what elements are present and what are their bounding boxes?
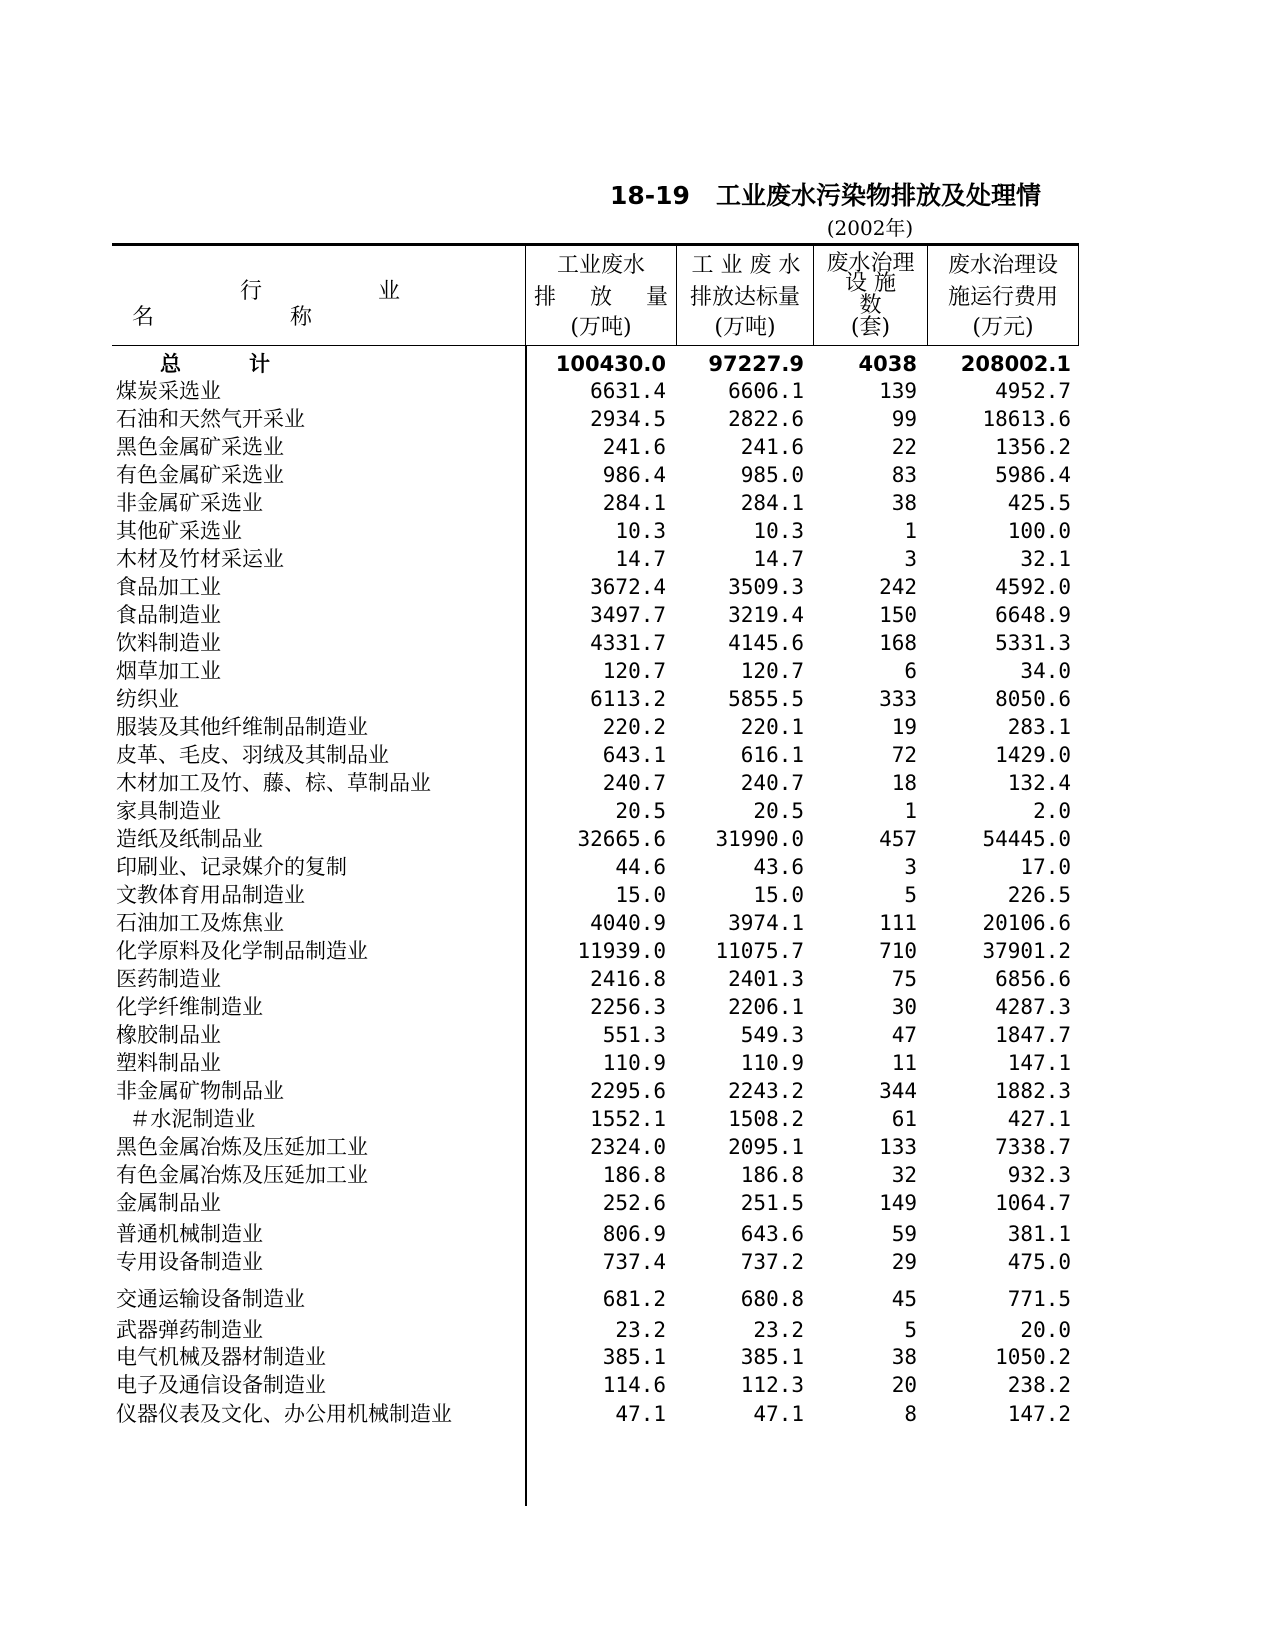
facilities-count: 3	[904, 547, 917, 571]
table-row	[112, 853, 1079, 881]
table-row	[112, 1189, 1079, 1217]
compliant-value: 2095.1	[728, 1135, 804, 1159]
table-row	[112, 741, 1079, 769]
table-row	[112, 825, 1079, 853]
header-facilities-l2: 设 施	[845, 271, 896, 296]
header-discharge-l2: 排 放 量	[534, 285, 668, 310]
table-year: (2002年)	[826, 216, 914, 240]
operating-cost-value: 147.1	[1007, 1051, 1071, 1075]
compliant-value: 2206.1	[728, 995, 804, 1019]
table-row	[112, 1049, 1079, 1077]
table-row	[112, 545, 1079, 573]
operating-cost-value: 425.5	[1007, 491, 1071, 515]
discharge-value: 186.8	[602, 1163, 666, 1187]
discharge-value: 2934.5	[590, 407, 666, 431]
table-row	[112, 629, 1079, 657]
operating-cost-value: 4287.3	[995, 995, 1071, 1019]
operating-cost-value: 1429.0	[995, 743, 1071, 767]
industry-name: 食品制造业	[116, 603, 221, 627]
industry-name: 非金属矿物制品业	[116, 1079, 284, 1103]
compliant-value: 385.1	[740, 1345, 804, 1369]
discharge-value: 114.6	[602, 1373, 666, 1397]
facilities-count: 710	[879, 939, 917, 963]
industry-name: 金属制品业	[116, 1191, 221, 1215]
table-row	[112, 517, 1079, 545]
table-row	[112, 657, 1079, 685]
table-row	[112, 685, 1079, 713]
operating-cost-value: 427.1	[1007, 1107, 1071, 1131]
operating-cost-value: 771.5	[1007, 1287, 1071, 1311]
industry-name: ＃水泥制造业	[116, 1107, 256, 1131]
facilities-count: 29	[891, 1250, 917, 1274]
industry-name: 其他矿采选业	[116, 519, 242, 543]
industry-name: 化学原料及化学制品制造业	[116, 939, 368, 963]
operating-cost-value: 4952.7	[995, 379, 1071, 403]
industry-name: 电子及通信设备制造业	[116, 1373, 326, 1397]
compliant-value: 549.3	[740, 1023, 804, 1047]
operating-cost-value: 381.1	[1007, 1222, 1071, 1246]
header-compliant	[676, 246, 813, 346]
industry-name: 饮料制造业	[116, 631, 221, 655]
industry-name: 食品加工业	[116, 575, 221, 599]
facilities-count: 38	[891, 1345, 917, 1369]
operating-cost-value: 475.0	[1007, 1250, 1071, 1274]
discharge-value: 2324.0	[590, 1135, 666, 1159]
table-row	[112, 713, 1079, 741]
facilities-count: 83	[891, 463, 917, 487]
table-row	[112, 1133, 1079, 1161]
header-discharge-l3: (万吨)	[570, 315, 632, 340]
discharge-value: 284.1	[602, 491, 666, 515]
compliant-value: 23.2	[753, 1318, 804, 1342]
facilities-count: 1	[904, 519, 917, 543]
facilities-count: 168	[879, 631, 917, 655]
compliant-value: 10.3	[753, 519, 804, 543]
industry-name: 皮革、毛皮、羽绒及其制品业	[116, 743, 389, 767]
header-compliant-l1: 工 业 废 水	[691, 253, 801, 278]
facilities-count: 19	[891, 715, 917, 739]
facilities-count: 6	[904, 659, 917, 683]
operating-cost-value: 1882.3	[995, 1079, 1071, 1103]
facilities-count: 72	[891, 743, 917, 767]
facilities-count: 32	[891, 1163, 917, 1187]
operating-cost-value: 226.5	[1007, 883, 1071, 907]
industry-name: 石油加工及炼焦业	[116, 911, 284, 935]
discharge-value: 1552.1	[590, 1107, 666, 1131]
facilities-count: 344	[879, 1079, 917, 1103]
compliant-value: 2822.6	[728, 407, 804, 431]
operating-cost-value: 34.0	[1020, 659, 1071, 683]
table-title-text: 工业废水污染物排放及处理情	[715, 181, 1041, 210]
operating-cost-value: 932.3	[1007, 1163, 1071, 1187]
table-row	[112, 377, 1079, 405]
facilities-count: 133	[879, 1135, 917, 1159]
compliant-value: 15.0	[753, 883, 804, 907]
compliant-value: 3974.1	[728, 911, 804, 935]
operating-cost-value: 17.0	[1020, 855, 1071, 879]
industry-name: 木材加工及竹、藤、棕、草制品业	[116, 771, 431, 795]
compliant-value: 11075.7	[715, 939, 804, 963]
operating-cost-value: 1847.7	[995, 1023, 1071, 1047]
header-name-line2: 名称	[132, 305, 312, 330]
industry-name: 总计	[160, 351, 270, 376]
header-cost-l1: 废水治理设	[947, 253, 1058, 278]
facilities-count: 150	[879, 603, 917, 627]
table-row	[112, 909, 1079, 937]
facilities-count: 11	[891, 1051, 917, 1075]
facilities-count: 20	[891, 1373, 917, 1397]
discharge-value: 240.7	[602, 771, 666, 795]
discharge-value: 32665.6	[577, 827, 666, 851]
industry-name: 电气机械及器材制造业	[116, 1345, 326, 1369]
table-title	[610, 176, 1080, 216]
compliant-value: 737.2	[740, 1250, 804, 1274]
operating-cost-value: 1064.7	[995, 1191, 1071, 1215]
operating-cost-value: 37901.2	[982, 939, 1071, 963]
discharge-value: 2295.6	[590, 1079, 666, 1103]
header-facilities-l3: 数	[859, 293, 882, 318]
discharge-value: 737.4	[602, 1250, 666, 1274]
facilities-count: 139	[879, 379, 917, 403]
industry-name: 造纸及纸制品业	[116, 827, 263, 851]
industry-name: 普通机械制造业	[116, 1222, 263, 1246]
discharge-value: 10.3	[615, 519, 666, 543]
industry-name: 仪器仪表及文化、办公用机械制造业	[116, 1402, 452, 1426]
operating-cost-value: 4592.0	[995, 575, 1071, 599]
table-row	[112, 489, 1079, 517]
table-row	[112, 1248, 1079, 1276]
compliant-value: 3509.3	[728, 575, 804, 599]
compliant-value: 643.6	[740, 1222, 804, 1246]
industry-name: 黑色金属冶炼及压延加工业	[116, 1135, 368, 1159]
table-row	[112, 937, 1079, 965]
compliant-value: 4145.6	[728, 631, 804, 655]
facilities-count: 5	[904, 1318, 917, 1342]
industry-name: 武器弹药制造业	[116, 1318, 263, 1342]
industry-name: 家具制造业	[116, 799, 221, 823]
compliant-value: 1508.2	[728, 1107, 804, 1131]
compliant-value: 20.5	[753, 799, 804, 823]
compliant-value: 985.0	[740, 463, 804, 487]
compliant-value: 47.1	[753, 1402, 804, 1426]
facilities-count: 333	[879, 687, 917, 711]
facilities-count: 3	[904, 855, 917, 879]
industry-name: 有色金属矿采选业	[116, 463, 284, 487]
table-row	[112, 601, 1079, 629]
header-compliant-l2: 排放达标量	[689, 285, 800, 310]
compliant-value: 2401.3	[728, 967, 804, 991]
compliant-value: 97227.9	[708, 352, 804, 376]
table-row	[112, 797, 1079, 825]
header-name-line1: 行业	[240, 279, 400, 304]
compliant-value: 6606.1	[728, 379, 804, 403]
facilities-count: 5	[904, 883, 917, 907]
facilities-count: 149	[879, 1191, 917, 1215]
discharge-value: 11939.0	[577, 939, 666, 963]
compliant-value: 241.6	[740, 435, 804, 459]
operating-cost-value: 20.0	[1020, 1318, 1071, 1342]
facilities-count: 38	[891, 491, 917, 515]
header-compliant-l3: (万吨)	[714, 315, 776, 340]
table-row	[112, 993, 1079, 1021]
discharge-value: 44.6	[615, 855, 666, 879]
compliant-value: 680.8	[740, 1287, 804, 1311]
operating-cost-value: 1356.2	[995, 435, 1071, 459]
discharge-value: 3672.4	[590, 575, 666, 599]
discharge-value: 2416.8	[590, 967, 666, 991]
operating-cost-value: 283.1	[1007, 715, 1071, 739]
facilities-count: 18	[891, 771, 917, 795]
table-row	[112, 1105, 1079, 1133]
discharge-value: 4331.7	[590, 631, 666, 655]
industry-name: 烟草加工业	[116, 659, 221, 683]
header-discharge-l1: 工业废水	[556, 253, 645, 278]
header-cost-l3: (万元)	[972, 315, 1034, 340]
discharge-value: 3497.7	[590, 603, 666, 627]
discharge-value: 20.5	[615, 799, 666, 823]
discharge-value: 6631.4	[590, 379, 666, 403]
discharge-value: 2256.3	[590, 995, 666, 1019]
industry-name: 医药制造业	[116, 967, 221, 991]
industry-name: 石油和天然气开采业	[116, 407, 305, 431]
discharge-value: 4040.9	[590, 911, 666, 935]
operating-cost-value: 2.0	[1033, 799, 1071, 823]
facilities-count: 22	[891, 435, 917, 459]
discharge-value: 241.6	[602, 435, 666, 459]
operating-cost-value: 208002.1	[960, 352, 1071, 376]
operating-cost-value: 238.2	[1007, 1373, 1071, 1397]
operating-cost-value: 1050.2	[995, 1345, 1071, 1369]
facilities-count: 242	[879, 575, 917, 599]
facilities-count: 61	[891, 1107, 917, 1131]
facilities-count: 47	[891, 1023, 917, 1047]
compliant-value: 110.9	[740, 1051, 804, 1075]
facilities-count: 4038	[858, 352, 917, 376]
table-header	[112, 243, 1079, 346]
operating-cost-value: 147.2	[1007, 1402, 1071, 1426]
compliant-value: 112.3	[740, 1373, 804, 1397]
facilities-count: 111	[879, 911, 917, 935]
table-row	[112, 1220, 1079, 1248]
discharge-value: 551.3	[602, 1023, 666, 1047]
industry-name: 非金属矿采选业	[116, 491, 263, 515]
compliant-value: 14.7	[753, 547, 804, 571]
compliant-value: 284.1	[740, 491, 804, 515]
facilities-count: 1	[904, 799, 917, 823]
discharge-value: 643.1	[602, 743, 666, 767]
compliant-value: 240.7	[740, 771, 804, 795]
facilities-count: 75	[891, 967, 917, 991]
header-discharge	[525, 246, 676, 346]
compliant-value: 186.8	[740, 1163, 804, 1187]
discharge-value: 220.2	[602, 715, 666, 739]
discharge-value: 385.1	[602, 1345, 666, 1369]
operating-cost-value: 7338.7	[995, 1135, 1071, 1159]
operating-cost-value: 20106.6	[982, 911, 1071, 935]
industry-name: 塑料制品业	[116, 1051, 221, 1075]
discharge-value: 15.0	[615, 883, 666, 907]
operating-cost-value: 5331.3	[995, 631, 1071, 655]
operating-cost-value: 32.1	[1020, 547, 1071, 571]
operating-cost-value: 100.0	[1007, 519, 1071, 543]
industry-name: 黑色金属矿采选业	[116, 435, 284, 459]
table-row	[112, 405, 1079, 433]
industry-name: 印刷业、记录媒介的复制	[116, 855, 347, 879]
discharge-value: 47.1	[615, 1402, 666, 1426]
compliant-value: 43.6	[753, 855, 804, 879]
discharge-value: 14.7	[615, 547, 666, 571]
header-facilities	[813, 246, 927, 346]
table-row	[112, 769, 1079, 797]
total-row	[112, 350, 1079, 378]
compliant-value: 2243.2	[728, 1079, 804, 1103]
industry-name: 专用设备制造业	[116, 1250, 263, 1274]
facilities-count: 59	[891, 1222, 917, 1246]
discharge-value: 6113.2	[590, 687, 666, 711]
industry-name: 纺织业	[116, 687, 179, 711]
industry-name: 木材及竹材采运业	[116, 547, 284, 571]
discharge-value: 110.9	[602, 1051, 666, 1075]
discharge-value: 100430.0	[555, 352, 666, 376]
compliant-value: 251.5	[740, 1191, 804, 1215]
header-cost-l2: 施运行费用	[947, 285, 1058, 310]
table-row	[112, 1343, 1079, 1371]
discharge-value: 986.4	[602, 463, 666, 487]
operating-cost-value: 6648.9	[995, 603, 1071, 627]
table-row	[112, 1400, 1079, 1428]
table-row	[112, 1161, 1079, 1189]
header-facilities-l1: 废水治理	[826, 251, 915, 276]
table-row	[112, 881, 1079, 909]
table-row	[112, 1077, 1079, 1105]
header-facilities-l4: (套)	[850, 315, 891, 340]
operating-cost-value: 6856.6	[995, 967, 1071, 991]
operating-cost-value: 8050.6	[995, 687, 1071, 711]
compliant-value: 5855.5	[728, 687, 804, 711]
table-row	[112, 1021, 1079, 1049]
table-row	[112, 1371, 1079, 1399]
industry-name: 煤炭采选业	[116, 379, 221, 403]
compliant-value: 616.1	[740, 743, 804, 767]
table-row	[112, 1285, 1079, 1313]
table-row	[112, 461, 1079, 489]
compliant-value: 31990.0	[715, 827, 804, 851]
operating-cost-value: 18613.6	[982, 407, 1071, 431]
discharge-value: 23.2	[615, 1318, 666, 1342]
industry-name: 橡胶制品业	[116, 1023, 221, 1047]
table-number: 18-19	[610, 181, 690, 210]
facilities-count: 99	[891, 407, 917, 431]
compliant-value: 220.1	[740, 715, 804, 739]
industry-name: 文教体育用品制造业	[116, 883, 305, 907]
table-row	[112, 1316, 1079, 1344]
industry-name: 服装及其他纤维制品制造业	[116, 715, 368, 739]
compliant-value: 120.7	[740, 659, 804, 683]
discharge-value: 252.6	[602, 1191, 666, 1215]
operating-cost-value: 54445.0	[982, 827, 1071, 851]
industry-name: 有色金属冶炼及压延加工业	[116, 1163, 368, 1187]
header-cost	[927, 246, 1079, 346]
table-row	[112, 433, 1079, 461]
table-row	[112, 965, 1079, 993]
table-row	[112, 573, 1079, 601]
facilities-count: 45	[891, 1287, 917, 1311]
industry-name: 交通运输设备制造业	[116, 1287, 305, 1311]
operating-cost-value: 132.4	[1007, 771, 1071, 795]
compliant-value: 3219.4	[728, 603, 804, 627]
discharge-value: 806.9	[602, 1222, 666, 1246]
facilities-count: 30	[891, 995, 917, 1019]
discharge-value: 120.7	[602, 659, 666, 683]
facilities-count: 457	[879, 827, 917, 851]
industry-name: 化学纤维制造业	[116, 995, 263, 1019]
discharge-value: 681.2	[602, 1287, 666, 1311]
facilities-count: 8	[904, 1402, 917, 1426]
operating-cost-value: 5986.4	[995, 463, 1071, 487]
